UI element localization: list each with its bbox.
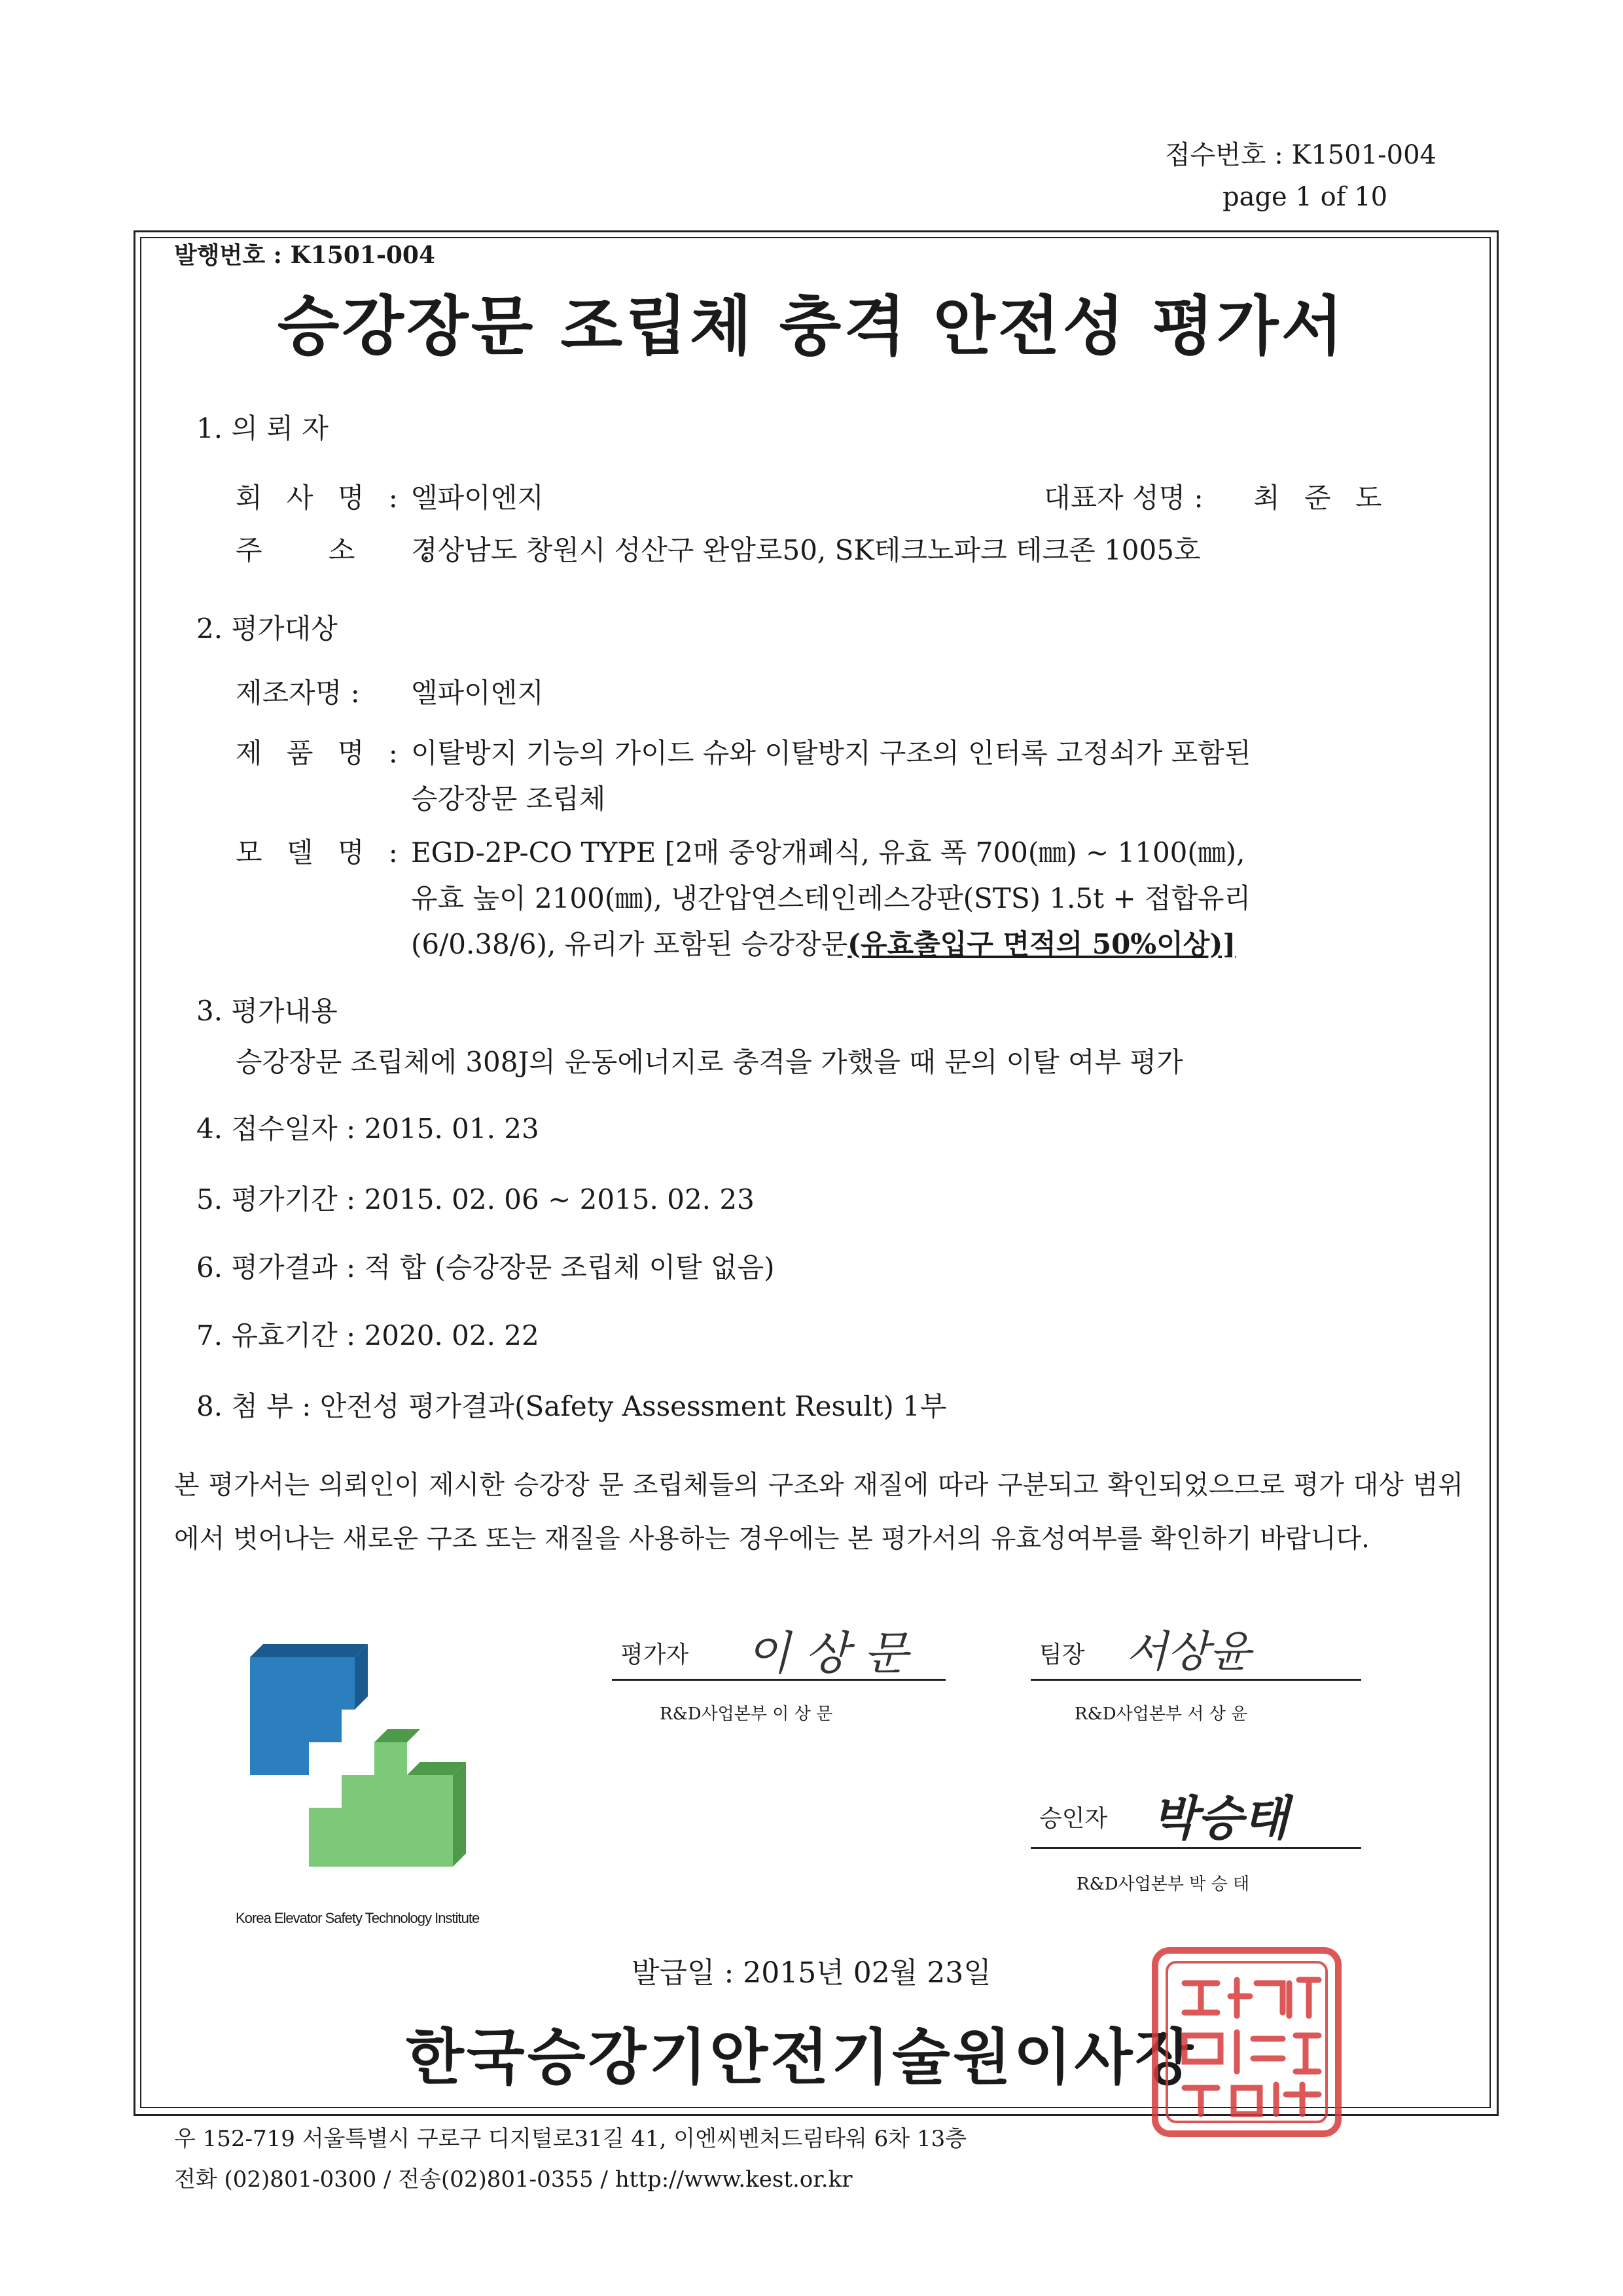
team-lead-name: R&D사업본부 서 상 윤 xyxy=(1075,1704,1248,1724)
representative-label: 대표자 성명 : xyxy=(1044,482,1204,514)
evaluator-signature-line xyxy=(612,1679,946,1681)
model-label: 모 델 명 : xyxy=(236,836,406,869)
section-2-heading: 2. 평가대상 xyxy=(196,613,338,645)
evaluator-name: R&D사업본부 이 상 문 xyxy=(660,1704,833,1724)
section-7-validity-period: 7. 유효기간 : 2020. 02. 22 xyxy=(196,1319,539,1352)
footer-contact: 전화 (02)801-0300 / 전송(02)801-0355 / http://www.kest.or.kr xyxy=(174,2166,853,2193)
model-value-line-3 xyxy=(411,923,1236,962)
issue-date: 발급일 : 2015년 02월 23일 xyxy=(632,1956,991,1990)
notice-paragraph: 본 평가서는 의뢰인이 제시한 승강장 문 조립체들의 구조와 재질에 따라 구분되고 확인되었으므로 평가 대상 범위에서 벗어나는 새로운 구조 또는 재질을 사용하는 경우에는 본 평가서의 유효성여부를 확인하기 바랍니다. xyxy=(174,1470,1463,1554)
product-label: 제 품 명 : xyxy=(236,737,406,769)
evaluation-content: 승강장문 조립체에 308J의 운동에너지로 충격을 가했을 때 문의 이탈 여부 평가 xyxy=(236,1046,1183,1078)
model-value-line-2: 유효 높이 2100(㎜), 냉간압연스테인레스강판(STS) 1.5t + 접합유리 xyxy=(411,882,1251,914)
section-8-attachment: 8. 첨 부 : 안전성 평가결과(Safety Assessment Result) 1부 xyxy=(196,1390,947,1422)
approver-signature-line xyxy=(1031,1847,1361,1849)
representative-value: 최 준 도 xyxy=(1253,482,1390,514)
section-6-evaluation-result: 6. 평가결과 : 적 합 (승강장문 조립체 이탈 없음) xyxy=(196,1251,775,1283)
kest-logo xyxy=(236,1636,484,1885)
team-lead-signature-line xyxy=(1031,1679,1361,1681)
evaluator-label: 평가자 xyxy=(620,1641,689,1668)
model-value-effective-area: (유효출입구 면적의 50%이상)] xyxy=(847,928,1236,960)
section-5-evaluation-period: 5. 평가기간 : 2015. 02. 06 ~ 2015. 02. 23 xyxy=(196,1183,755,1215)
approver-name: R&D사업본부 박 승 태 xyxy=(1077,1874,1250,1894)
section-4-receipt-date: 4. 접수일자 : 2015. 01. 23 xyxy=(196,1113,539,1145)
maker-value: 엘파이엔지 xyxy=(411,677,544,709)
product-value-line-2: 승강장문 조립체 xyxy=(411,783,606,815)
address-value: 경상남도 창원시 성산구 완암로50, SK테크노파크 테크존 1005호 xyxy=(411,534,1201,566)
logo-blue-block xyxy=(250,1644,368,1775)
team-lead-label: 팀장 xyxy=(1039,1641,1085,1668)
section-3-heading: 3. 평가내용 xyxy=(196,995,338,1027)
evaluator-signature: 이 상 문 xyxy=(746,1626,908,1680)
section-1-heading: 1. 의 뢰 자 xyxy=(196,412,329,444)
official-seal-icon xyxy=(1149,1944,1345,2140)
team-lead-signature: 서상윤 xyxy=(1126,1626,1251,1677)
approver-signature: 박승태 xyxy=(1152,1790,1289,1846)
page-indicator: page 1 of 10 xyxy=(1222,182,1388,212)
receipt-number: 접수번호 : K1501-004 xyxy=(1165,140,1437,170)
approver-label: 승인자 xyxy=(1039,1805,1108,1832)
document-title: 승강장문 조립체 충격 안전성 평가서 xyxy=(277,289,1346,364)
issuing-organization: 한국승강기안전기술원이사장 xyxy=(406,2022,1196,2092)
issue-number: 발행번호 : K1501-004 xyxy=(174,242,436,269)
footer-address: 우 152-719 서울특별시 구로구 디지털로31길 41, 이엔씨벤처드림타워 6차 13층 xyxy=(174,2126,967,2152)
model-value-line-3-text: (6/0.38/6), 유리가 포함된 승강장문 xyxy=(411,928,848,960)
logo-green-block xyxy=(309,1729,466,1867)
logo-caption: Korea Elevator Safety Technology Institute xyxy=(236,1910,480,1926)
model-value-line-1: EGD-2P-CO TYPE [2매 중앙개폐식, 유효 폭 700(㎜) ~ 1100(㎜), xyxy=(411,836,1245,869)
company-value: 엘파이엔지 xyxy=(411,482,544,514)
company-label: 회 사 명 : xyxy=(236,482,406,514)
maker-label: 제조자명 : xyxy=(236,677,360,709)
address-label: 주 소 : xyxy=(236,534,459,566)
product-value-line-1: 이탈방지 기능의 가이드 슈와 이탈방지 구조의 인터록 고정쇠가 포함된 xyxy=(411,737,1251,769)
